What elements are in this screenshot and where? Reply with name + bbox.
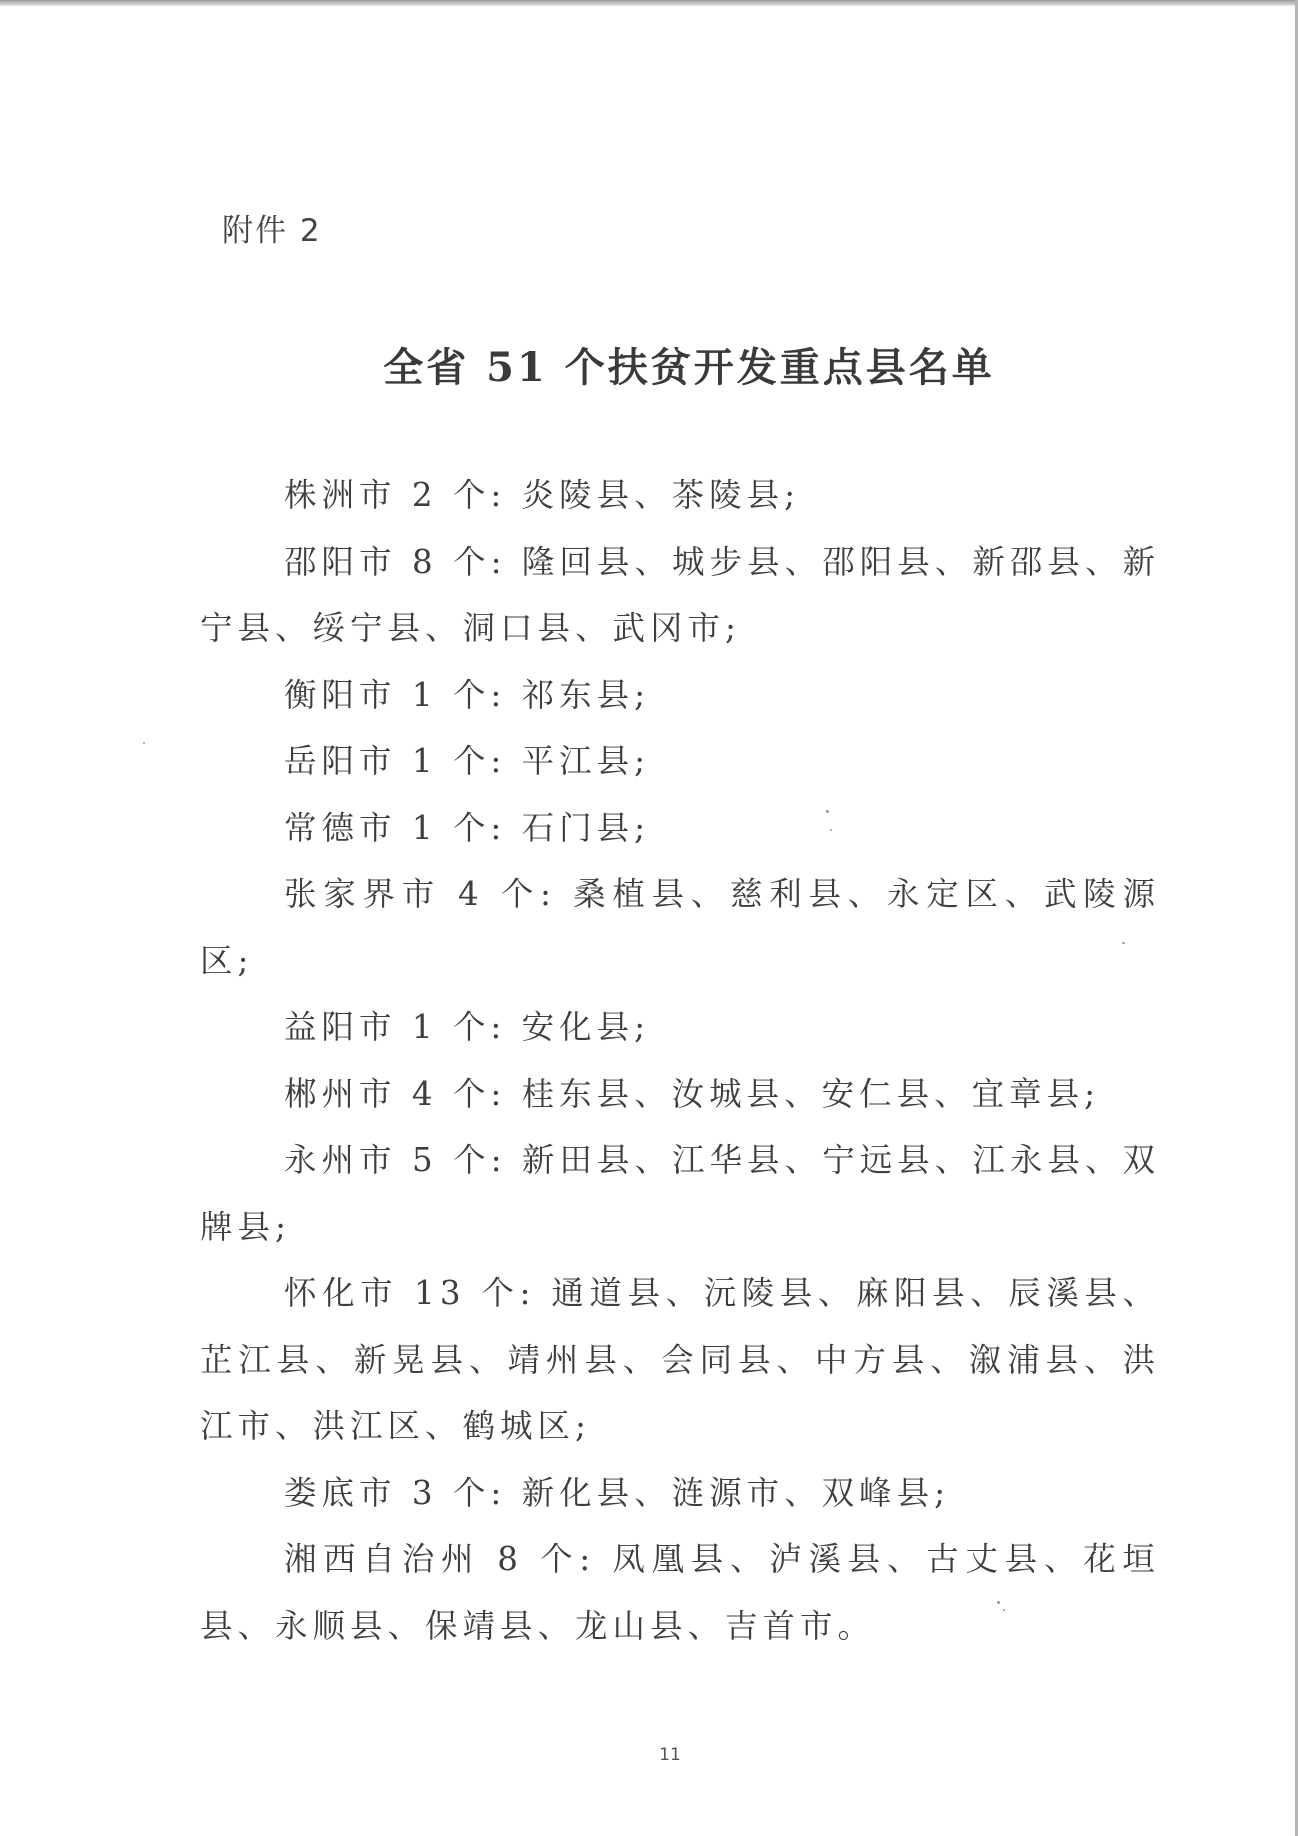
list-item-yueyang: 岳阳市 1 个: 平江县; xyxy=(284,742,651,780)
scan-speck xyxy=(826,810,829,813)
list-item-loudi: 娄底市 3 个: 新化县、涟源市、双峰县; xyxy=(284,1473,951,1512)
list-item-huaihua: 怀化市 13 个: 通道县、沅陵县、麻阳县、辰溪县、芷江县、新晃县、靖州县、会同县、中方县、溆浦县、洪江市、洪江区、鹤城区; xyxy=(200,1274,1160,1445)
list-item-zhangjiajie: 张家界市 4 个: 桑植县、慈利县、永定区、武陵源区; xyxy=(200,875,1160,980)
scan-speck xyxy=(830,829,832,831)
scan-speck xyxy=(1122,942,1125,944)
scan-speck xyxy=(997,1601,1000,1604)
page-number: 11 xyxy=(659,1745,681,1765)
list-item-xiangxi: 湘西自治州 8 个: 凤凰县、泸溪县、古丈县、花垣县、永顺县、保靖县、龙山县、吉首市。 xyxy=(200,1540,1160,1645)
document-title: 全省 51 个扶贫开发重点县名单 xyxy=(383,344,995,391)
attachment-label: 附件 2 xyxy=(222,213,322,249)
scan-speck xyxy=(1003,1609,1005,1611)
list-item-changde: 常德市 1 个: 石门县; xyxy=(284,808,651,847)
scan-speck xyxy=(143,742,145,744)
list-item-zhuzhou: 株洲市 2 个: 炎陵县、茶陵县; xyxy=(284,476,801,514)
list-item-hengyang: 衡阳市 1 个: 祁东县; xyxy=(284,675,651,714)
list-item-chenzhou: 郴州市 4 个: 桂东县、汝城县、安仁县、宜章县; xyxy=(284,1074,1101,1113)
county-list xyxy=(200,462,1160,1659)
list-item-yongzhou: 永州市 5 个: 新田县、江华县、宁远县、江永县、双牌县; xyxy=(200,1141,1160,1246)
list-item-shaoyang: 邵阳市 8 个: 隆回县、城步县、邵阳县、新邵县、新宁县、绥宁县、洞口县、武冈市; xyxy=(200,542,1160,647)
list-item-yiyang: 益阳市 1 个: 安化县; xyxy=(284,1008,651,1046)
